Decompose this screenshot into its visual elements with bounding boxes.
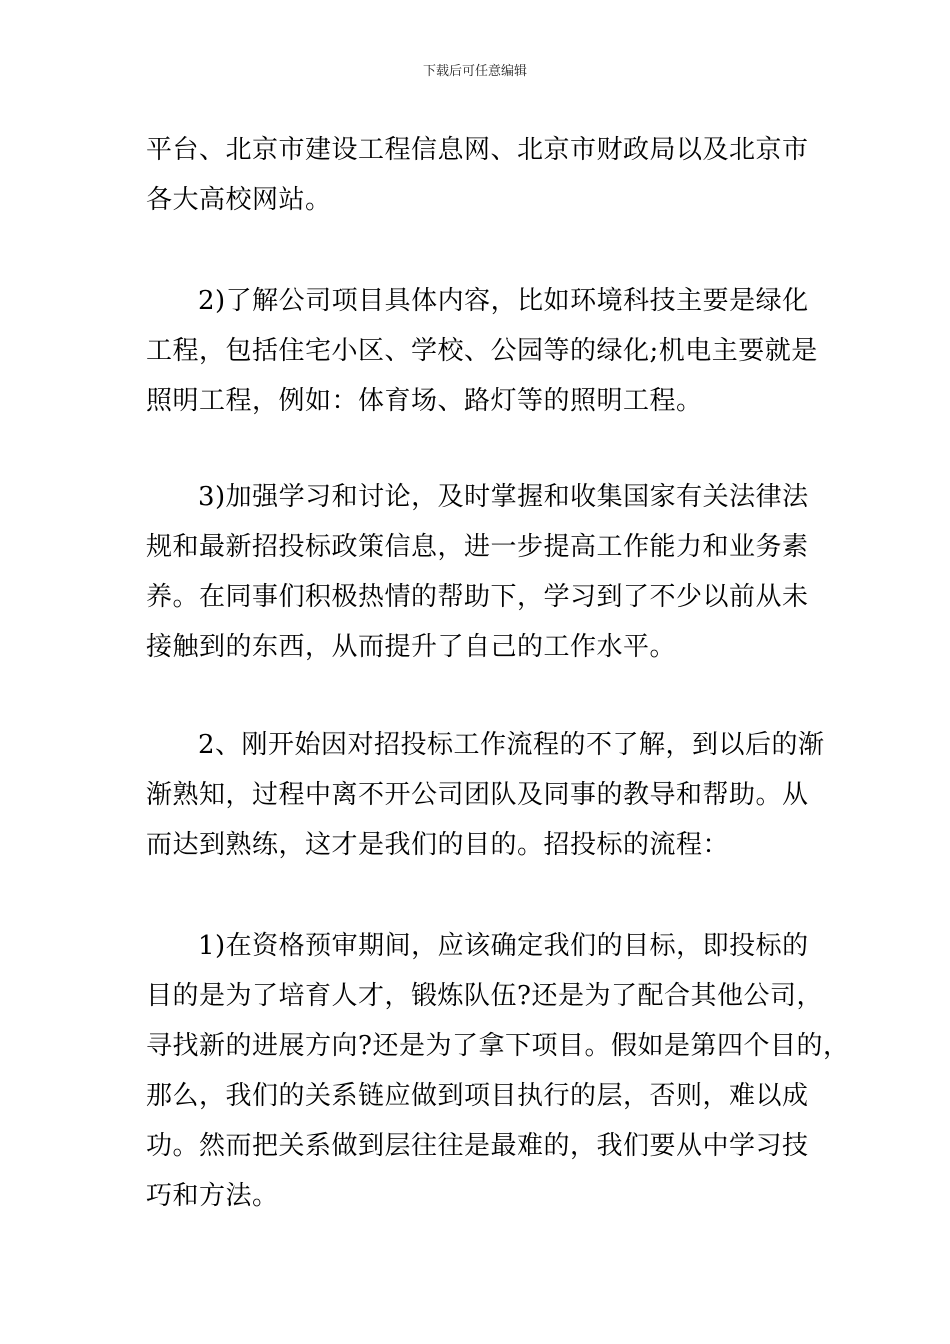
text-line: 2)了解公司项目具体内容，比如环境科技主要是绿化 (198, 286, 809, 316)
text-line: 规和最新招投标政策信息，进一步提高工作能力和业务素 (146, 532, 809, 562)
text-line: 目的是为了培育人才，锻炼队伍?还是为了配合其他公司， (146, 981, 823, 1011)
page-header: 下载后可任意编辑 (422, 64, 527, 79)
paragraph-item-1-prequalification (146, 921, 850, 1221)
paragraph-item-2-project-content (146, 276, 816, 426)
text-line: 渐熟知，过程中离不开公司团队及同事的教导和帮助。从 (146, 780, 809, 810)
text-line: 工程，包括住宅小区、学校、公园等的绿化;机电主要就是 (146, 336, 818, 366)
text-line: 那么，我们的关系链应做到项目执行的层，否则，难以成 (146, 1081, 809, 1111)
text-line: 照明工程，例如：体育场、路灯等的照明工程。 (146, 386, 703, 416)
text-line: 养。在同事们积极热情的帮助下，学习到了不少以前从未 (146, 582, 809, 612)
text-line: 功。然而把关系做到层往往是最难的，我们要从中学习技 (146, 1131, 809, 1161)
text-line: 寻找新的进展方向?还是为了拿下项目。假如是第四个目的， (146, 1031, 850, 1061)
text-line: 而达到熟练，这才是我们的目的。招投标的流程： (146, 830, 730, 860)
text-line: 2、刚开始因对招投标工作流程的不了解，到以后的渐 (198, 730, 825, 760)
text-line: 各大高校网站。 (146, 185, 332, 215)
text-line: 3)加强学习和讨论，及时掌握和收集国家有关法律法 (198, 482, 809, 512)
text-line: 平台、北京市建设工程信息网、北京市财政局以及北京市 (146, 135, 809, 165)
text-line: 巧和方法。 (146, 1181, 279, 1211)
paragraph-section-2-process (146, 720, 825, 870)
text-line: 1)在资格预审期间，应该确定我们的目标，即投标的 (198, 931, 809, 961)
text-line: 接触到的东西，从而提升了自己的工作水平。 (146, 632, 677, 662)
paragraph-item-3-study (146, 472, 816, 672)
paragraph-platforms (146, 125, 816, 225)
